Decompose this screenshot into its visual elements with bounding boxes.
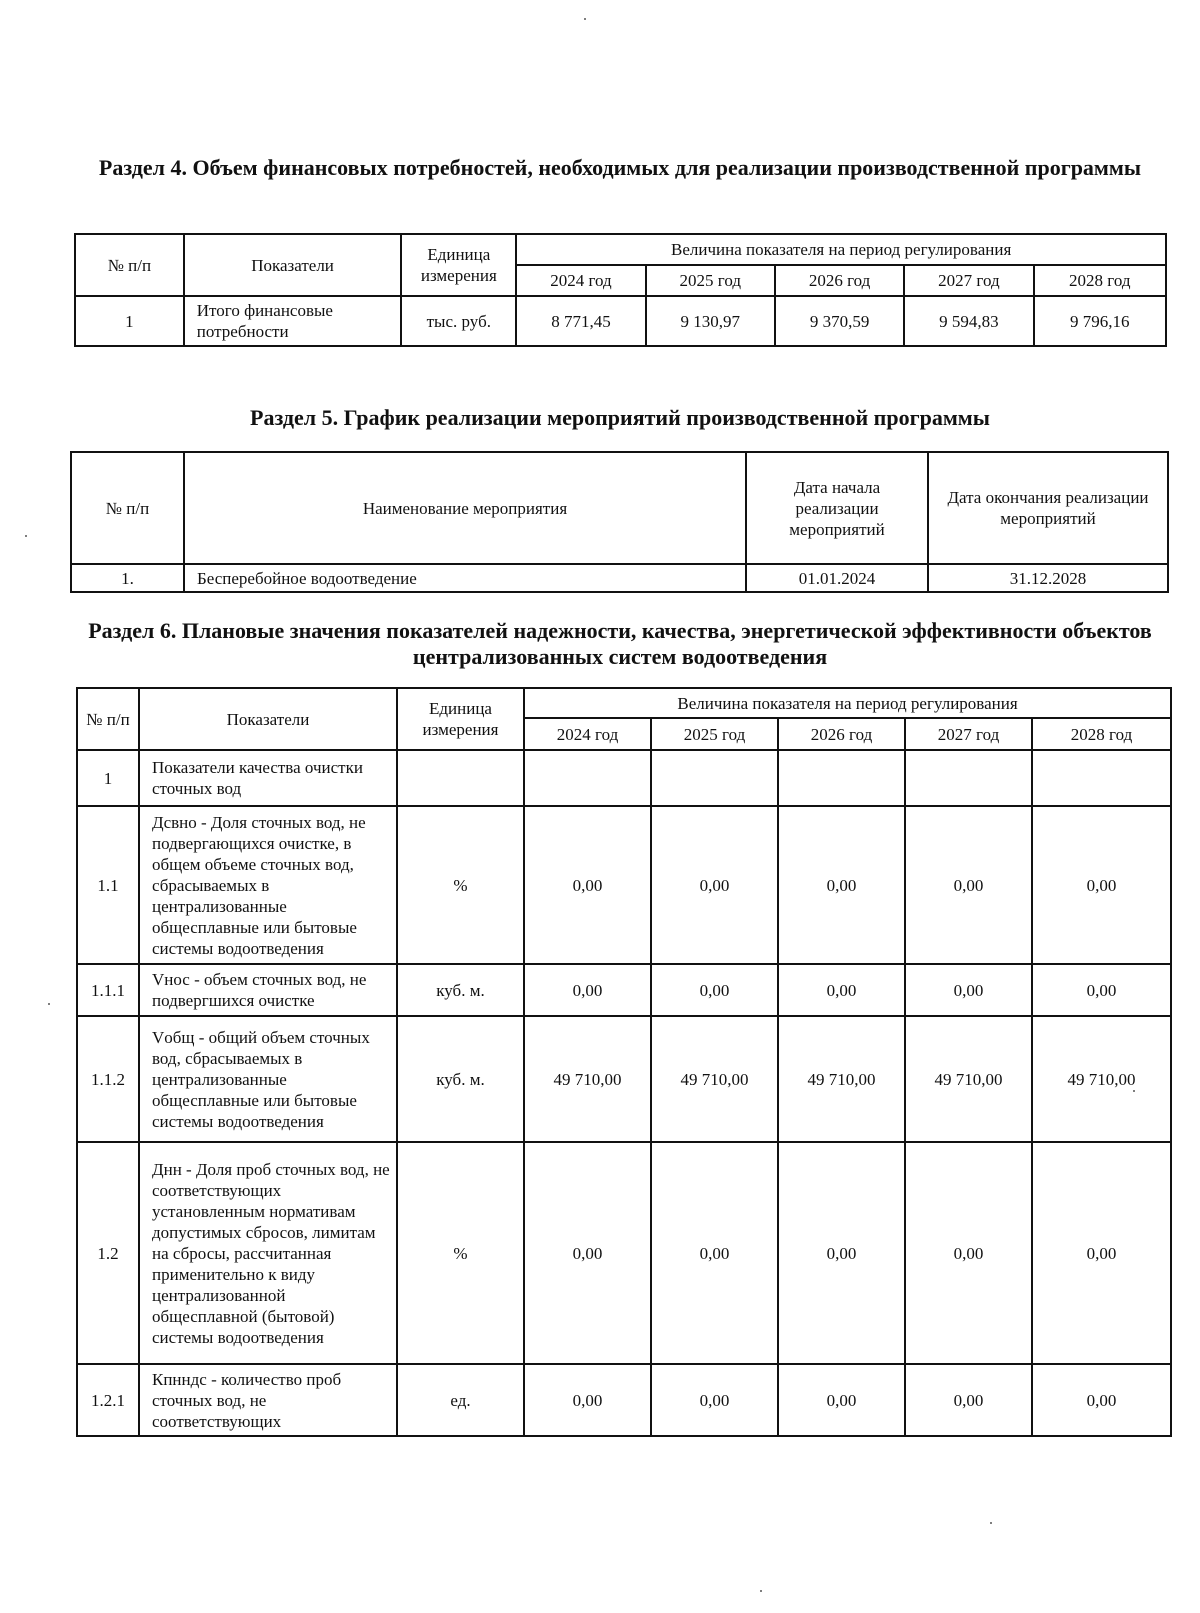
header-indicator: Показатели bbox=[139, 688, 397, 750]
header-end-date: Дата окончания реализации мероприятий bbox=[928, 452, 1168, 564]
header-year: 2025 год bbox=[646, 265, 775, 296]
row-value: 49 710,00 bbox=[778, 1016, 905, 1142]
row-indicator: Vнос - объем сточных вод, не подвергшихся очистке bbox=[139, 964, 397, 1016]
row-value: 8 771,45 bbox=[516, 296, 645, 346]
header-period: Величина показателя на период регулирования bbox=[524, 688, 1171, 718]
row-value: 0,00 bbox=[651, 1142, 778, 1364]
row-num: 1.1 bbox=[77, 806, 139, 964]
table-row bbox=[75, 296, 1166, 346]
row-value: 0,00 bbox=[651, 1364, 778, 1436]
row-value: 0,00 bbox=[524, 1142, 651, 1364]
row-value: 49 710,00 bbox=[651, 1016, 778, 1142]
header-year: 2026 год bbox=[778, 718, 905, 750]
row-value: 0,00 bbox=[1032, 1364, 1171, 1436]
row-value: 0,00 bbox=[778, 1142, 905, 1364]
row-value: 0,00 bbox=[778, 1364, 905, 1436]
row-unit: % bbox=[397, 1142, 524, 1364]
table-row bbox=[77, 964, 1171, 1016]
row-unit: ед. bbox=[397, 1364, 524, 1436]
row-value: 0,00 bbox=[651, 964, 778, 1016]
row-num: 1. bbox=[71, 564, 184, 592]
scan-speck bbox=[48, 1003, 50, 1005]
scan-speck bbox=[584, 18, 586, 20]
row-value: 0,00 bbox=[524, 806, 651, 964]
table-row bbox=[71, 564, 1168, 592]
row-unit: тыс. руб. bbox=[401, 296, 516, 346]
row-value: 9 796,16 bbox=[1034, 296, 1166, 346]
header-unit: Единица измерения bbox=[401, 234, 516, 296]
section-4-title: Раздел 4. Объем финансовых потребностей, необходимых для реализации производственной программы bbox=[98, 155, 1142, 180]
row-value: 9 130,97 bbox=[646, 296, 775, 346]
section-5-title: Раздел 5. График реализации мероприятий производственной программы bbox=[250, 405, 990, 430]
row-value: 0,00 bbox=[905, 1142, 1032, 1364]
header-year: 2026 год bbox=[775, 265, 904, 296]
row-unit: куб. м. bbox=[397, 1016, 524, 1142]
header-name: Наименование мероприятия bbox=[184, 452, 746, 564]
row-value bbox=[905, 750, 1032, 806]
header-year: 2024 год bbox=[516, 265, 645, 296]
table-row bbox=[77, 806, 1171, 964]
header-year: 2027 год bbox=[905, 718, 1032, 750]
row-num: 1.1.1 bbox=[77, 964, 139, 1016]
row-value: 49 710,00 bbox=[1032, 1016, 1171, 1142]
header-year: 2025 год bbox=[651, 718, 778, 750]
header-year: 2028 год bbox=[1032, 718, 1171, 750]
scan-speck bbox=[25, 535, 27, 537]
scan-speck bbox=[1133, 1090, 1135, 1092]
section-6-title: Раздел 6. Плановые значения показателей надежности, качества, энергетической эффективности объектов централизованных систем водоотведения bbox=[88, 618, 1152, 669]
row-indicator: Vобщ - общий объем сточных вод, сбрасываемых в централизованные общесплавные или бытовые системы водоотведения bbox=[139, 1016, 397, 1142]
header-period: Величина показателя на период регулирования bbox=[516, 234, 1166, 265]
row-num: 1.2 bbox=[77, 1142, 139, 1364]
row-unit bbox=[397, 750, 524, 806]
row-num: 1.2.1 bbox=[77, 1364, 139, 1436]
row-unit: % bbox=[397, 806, 524, 964]
row-start-date: 01.01.2024 bbox=[746, 564, 928, 592]
row-unit: куб. м. bbox=[397, 964, 524, 1016]
header-year: 2027 год bbox=[904, 265, 1033, 296]
row-value bbox=[524, 750, 651, 806]
row-indicator: Дсвно - Доля сточных вод, не подвергающихся очистке, в общем объеме сточных вод, сбрасываемых в централизованные общесплавные или бытовые системы водоотведения bbox=[139, 806, 397, 964]
row-num: 1.1.2 bbox=[77, 1016, 139, 1142]
row-value bbox=[778, 750, 905, 806]
row-indicator: Показатели качества очистки сточных вод bbox=[139, 750, 397, 806]
row-value: 0,00 bbox=[1032, 1142, 1171, 1364]
row-value: 9 370,59 bbox=[775, 296, 904, 346]
row-value: 49 710,00 bbox=[524, 1016, 651, 1142]
row-value bbox=[651, 750, 778, 806]
header-num: № п/п bbox=[75, 234, 184, 296]
row-name: Бесперебойное водоотведение bbox=[184, 564, 746, 592]
header-num: № п/п bbox=[71, 452, 184, 564]
scan-speck bbox=[760, 1590, 762, 1592]
row-value bbox=[1032, 750, 1171, 806]
table-row bbox=[77, 1364, 1171, 1436]
table-row bbox=[77, 1142, 1171, 1364]
table-row bbox=[77, 1016, 1171, 1142]
row-value: 0,00 bbox=[1032, 964, 1171, 1016]
reliability-indicators-table bbox=[76, 687, 1172, 1437]
row-value: 0,00 bbox=[524, 964, 651, 1016]
header-year: 2028 год bbox=[1034, 265, 1166, 296]
header-num: № п/п bbox=[77, 688, 139, 750]
header-start-date: Дата начала реализации мероприятий bbox=[746, 452, 928, 564]
row-num: 1 bbox=[75, 296, 184, 346]
row-value: 0,00 bbox=[1032, 806, 1171, 964]
scan-speck bbox=[990, 1522, 992, 1524]
row-indicator: Итого финансовые потребности bbox=[184, 296, 402, 346]
row-value: 9 594,83 bbox=[904, 296, 1033, 346]
header-year: 2024 год bbox=[524, 718, 651, 750]
row-value: 0,00 bbox=[778, 806, 905, 964]
schedule-table bbox=[70, 451, 1169, 593]
row-value: 0,00 bbox=[905, 964, 1032, 1016]
row-value: 0,00 bbox=[651, 806, 778, 964]
row-value: 0,00 bbox=[905, 1364, 1032, 1436]
row-num: 1 bbox=[77, 750, 139, 806]
row-value: 0,00 bbox=[524, 1364, 651, 1436]
financial-needs-table bbox=[74, 233, 1167, 347]
row-indicator: Днн - Доля проб сточных вод, не соответствующих установленным нормативам допустимых сбросов, лимитам на сбросы, рассчитанная применительно к виду централизованной общесплавной (бытовой) системы водоотведения bbox=[139, 1142, 397, 1364]
row-value: 49 710,00 bbox=[905, 1016, 1032, 1142]
table-row bbox=[77, 750, 1171, 806]
header-unit: Единица измерения bbox=[397, 688, 524, 750]
row-indicator: Кпнндс - количество проб сточных вод, не соответствующих bbox=[139, 1364, 397, 1436]
header-indicator: Показатели bbox=[184, 234, 402, 296]
row-value: 0,00 bbox=[905, 806, 1032, 964]
row-value: 0,00 bbox=[778, 964, 905, 1016]
row-end-date: 31.12.2028 bbox=[928, 564, 1168, 592]
